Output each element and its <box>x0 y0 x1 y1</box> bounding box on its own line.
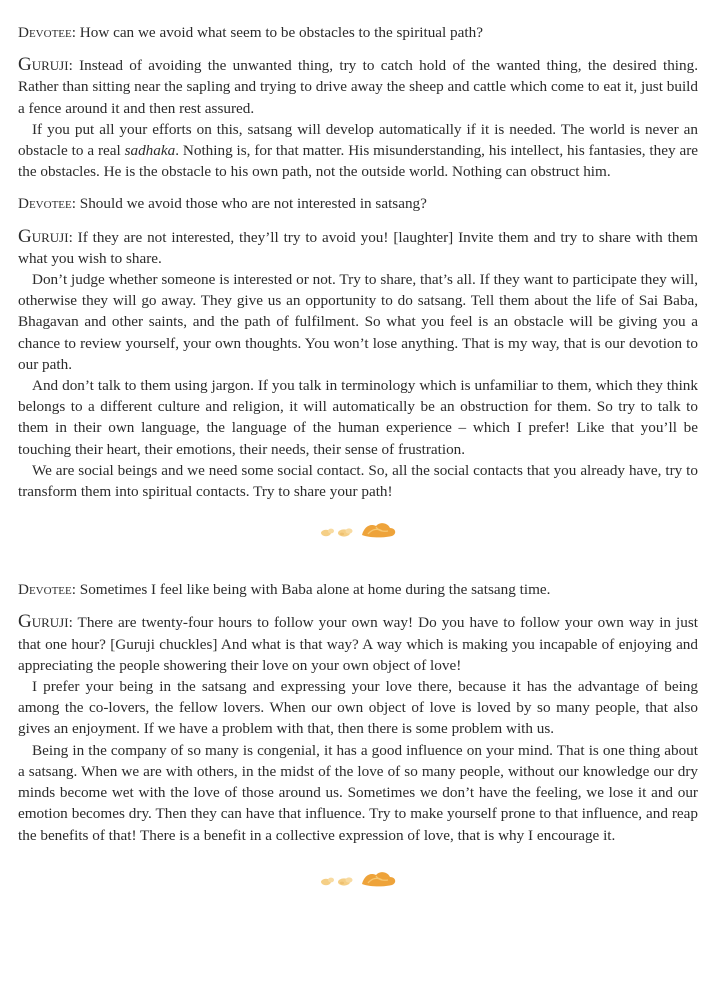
question-1 <box>18 22 698 43</box>
answer-1-para-2 <box>18 119 698 183</box>
question-text: : How can we avoid what seem to be obstacles to the spiritual path? <box>71 24 483 41</box>
answer-text: : If they are not interested, they’ll try to avoid you! [laughter] Invite them and try to share with them what you wish to share. <box>18 228 698 267</box>
speaker-guruji: Guruji <box>18 225 69 247</box>
answer-1-para-1 <box>18 54 698 119</box>
answer-2-para-2: Don’t judge whether someone is interested or not. Try to share, that’s all. If they want to participate they will, otherwise they will go away. They give us an opportunity to do satsang. Tell them about the life of Sai Baba, Bhagavan and other saints, and the path of fulfilment. So what you feel is an obstacle will be giving you a chance to review yourself, your own thoughts. You won’t lose anything. That is my way, that is our devotion to our path. <box>18 271 698 373</box>
answer-text: . Nothing is, for that matter. His misunderstanding, his intellect, his fantasies, they are the obstacles. He is the obstacle to his own path, not the outside world. Nothing can obstruct him. <box>18 142 698 181</box>
question-2 <box>18 193 698 214</box>
answer-italic-term: sadhaka <box>124 142 176 160</box>
answer-text: If you put all your efforts on this, satsang will develop automatically if it is needed. The world is never an obstacle to a real <box>18 120 698 160</box>
page-content <box>18 22 698 890</box>
answer-3-para-3: Being in the company of so many is congenial, it has a good influence on your mind. That is one thing about a satsang. When we are with others, in the midst of the love of so many people, without our knowledge our dry minds become wet with the love of those around us. Sometimes we don’t have the feeling, we lose it and our emotion becomes dry. Then they can have that influence. Try to make yourself prone to that influence, and reap the benefits of that! There is a benefit in a collective expression of love, that is why I encourage it. <box>18 741 698 844</box>
question-text: : Should we avoid those who are not interested in satsang? <box>71 195 427 213</box>
answer-3-para-2: I prefer your being in the satsang and expressing your love there, because it has the advantage of being among the co-lovers, the fellow lovers. When our own object of love is loved by so many people, that also gives an enjoyment. If we have a problem with that, then there is some problem with us. <box>18 678 698 738</box>
question-3 <box>18 579 698 600</box>
answer-2-para-4: We are social beings and we need some social contact. So, all the social contacts that you already have, try to transform them into spiritual contacts. Try to share your path! <box>18 461 698 501</box>
flower-ornament-icon <box>318 868 398 890</box>
speaker-guruji: Guruji <box>18 611 69 633</box>
answer-2-para-1 <box>18 226 698 269</box>
answer-text: : Instead of avoiding the unwanted thing, try to catch hold of the wanted thing, the desired thing. Rather than sitting near the sapling and trying to drive away the sheep and cattle which come to eat it, just build a fence around it and then rest assured. <box>18 57 698 117</box>
answer-3-para-1 <box>18 611 698 676</box>
speaker-devotee: Devotee <box>18 195 72 213</box>
flower-ornament-icon <box>318 519 398 541</box>
question-text: : Sometimes I feel like being with Baba alone at home during the satsang time. <box>71 581 551 599</box>
answer-2-para-3: And don’t talk to them using jargon. If you talk in terminology which is unfamiliar to them, which they think belongs to a different culture and religion, it will automatically be an obstruction for them. So try to talk to them in their own language, the language of the human experience – which I prefer! Like that you’ll be touching their heart, their emotions, their needs, their sense of frustration. <box>18 377 698 458</box>
answer-text: : There are twenty-four hours to follow your own way! Do you have to follow your own way in just that one hour? [Guruji chuckles] And what is that way? A way which is making you incapable of enjoying and appreciating the people showering their love on your own object of love! <box>18 614 698 674</box>
speaker-devotee: Devotee <box>18 581 72 599</box>
speaker-devotee: Devotee <box>18 24 72 41</box>
speaker-guruji: Guruji <box>18 54 69 76</box>
